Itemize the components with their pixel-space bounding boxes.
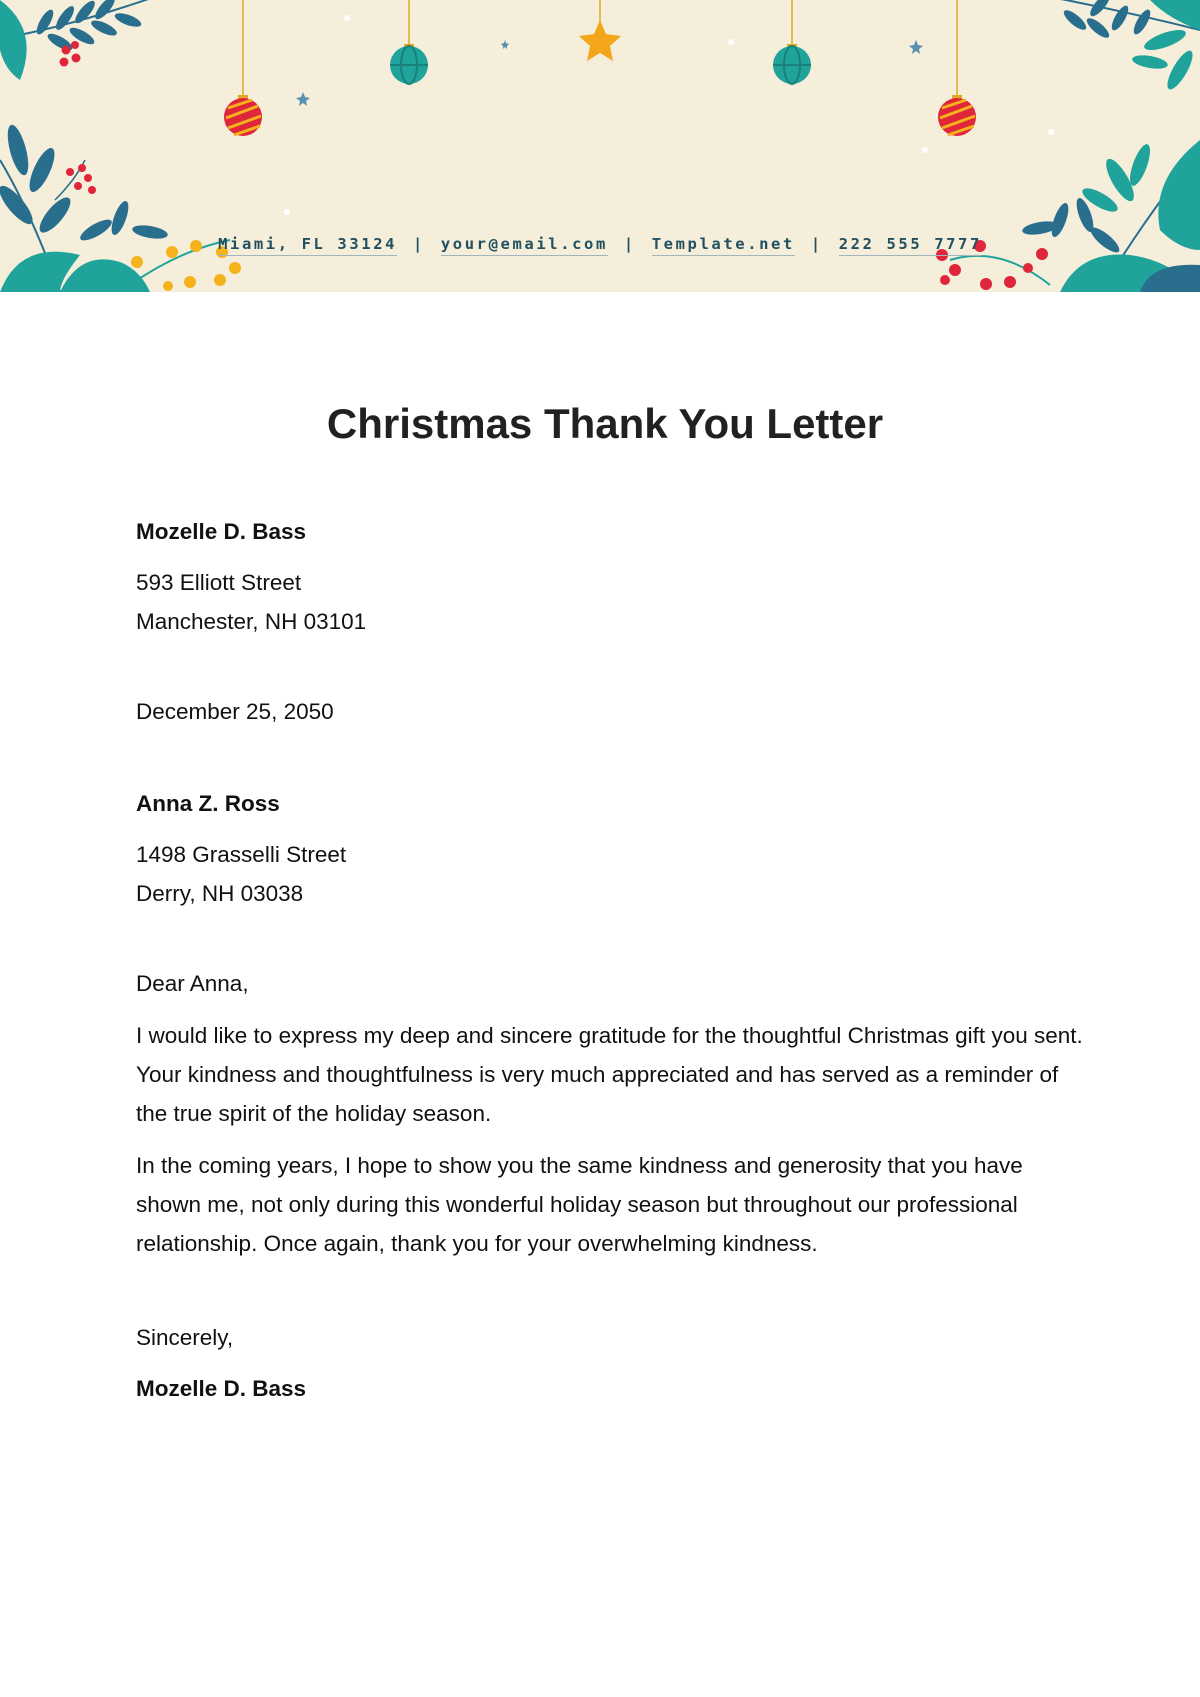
holly-decoration-top-right-icon	[1040, 0, 1200, 93]
recipient-city: Derry, NH 03038	[136, 881, 304, 906]
contact-address: Miami, FL 33124	[218, 235, 397, 256]
sender-city: Manchester, NH 03101	[136, 609, 367, 634]
small-star-icon	[296, 92, 310, 106]
body-paragraph-1: I would like to express my deep and sincere gratitude for the thoughtful Christmas gift you sent. Your kindness and thoughtfulness is very much appreciated and has served as a reminder of the true spirit of the holiday season.	[136, 1023, 1083, 1126]
contact-website[interactable]: Template.net	[652, 235, 795, 256]
sender-street: 593 Elliott Street	[136, 570, 302, 595]
letter-date: December 25, 2050	[136, 699, 334, 724]
recipient-street: 1498 Grasselli Street	[136, 842, 347, 867]
body-paragraph-2: In the coming years, I hope to show you the same kindness and generosity that you have shown me, not only during this wonderful holiday season but throughout our professional relationship. Once again, thank you for your overwhelming kindness.	[136, 1153, 1023, 1256]
contact-email[interactable]: your@email.com	[441, 235, 608, 256]
holly-decoration-bottom-right-icon	[936, 140, 1200, 292]
closing: Sincerely,	[136, 1325, 234, 1350]
letter-title: Christmas Thank You Letter	[326, 400, 884, 447]
holly-decoration-bottom-left-icon	[0, 123, 241, 292]
red-ornament-icon	[938, 95, 976, 136]
signature-name: Mozelle D. Bass	[136, 1376, 307, 1401]
teal-ornament-icon	[773, 44, 811, 84]
recipient-name: Anna Z. Ross	[136, 791, 280, 816]
contact-phone: 222 555 7777	[839, 235, 982, 256]
salutation: Dear Anna,	[136, 971, 249, 996]
header-banner	[0, 0, 1200, 292]
small-star-icon	[501, 40, 509, 49]
teal-ornament-icon	[390, 44, 428, 84]
star-ornament-icon	[579, 20, 621, 61]
contact-info	[0, 235, 1200, 253]
contact-separator: |	[413, 235, 425, 253]
red-ornament-icon	[224, 95, 262, 136]
holly-decoration-top-left-icon	[0, 0, 160, 80]
contact-separator: |	[810, 235, 823, 253]
small-star-icon	[909, 40, 923, 54]
contact-separator: |	[623, 235, 636, 253]
sender-name: Mozelle D. Bass	[136, 519, 307, 544]
